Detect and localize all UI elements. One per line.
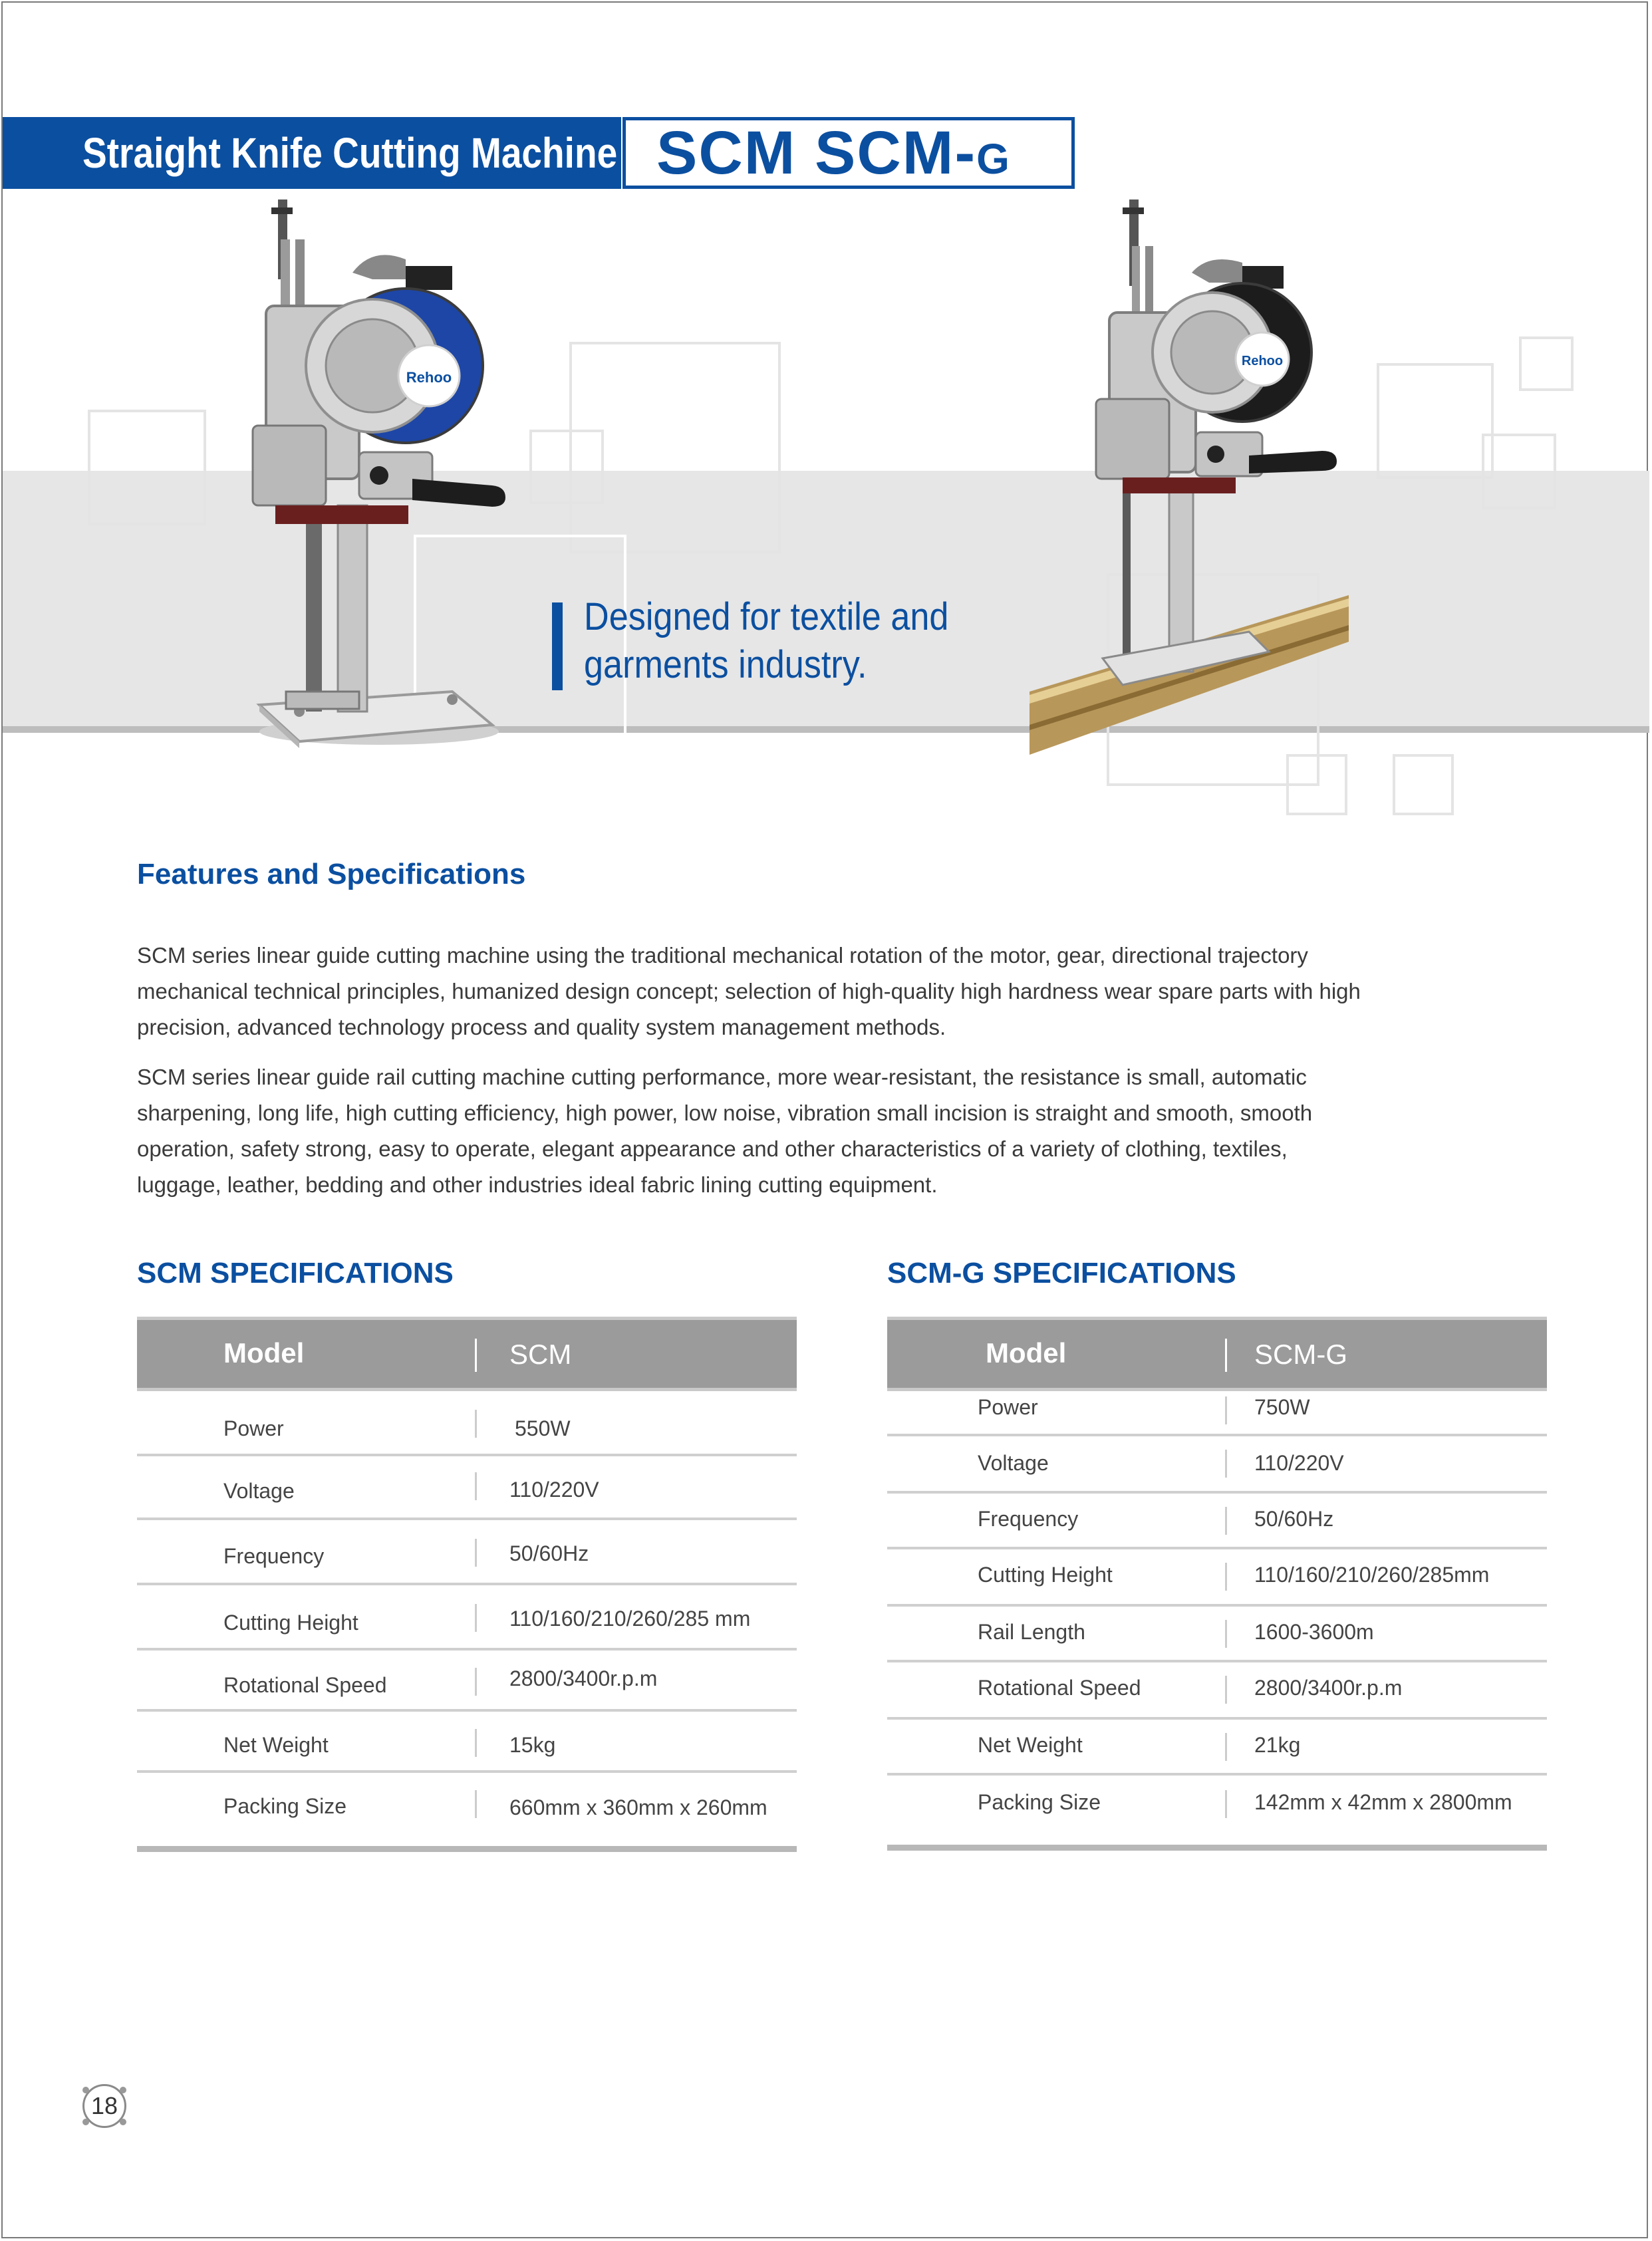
page-number-dot xyxy=(120,2119,126,2125)
scm-spec-table xyxy=(137,1317,797,1857)
row-separator xyxy=(1225,1620,1227,1648)
scm-spec-title: SCM SPECIFICATIONS xyxy=(137,1257,454,1289)
row-value: 50/60Hz xyxy=(1254,1507,1334,1531)
table-row xyxy=(887,1662,1547,1720)
scm-logo-text: Rehoo xyxy=(406,369,452,386)
model-heading-suffix: G xyxy=(976,135,1011,183)
row-separator xyxy=(1225,1396,1227,1424)
table-row xyxy=(887,1436,1547,1494)
row-value: 21kg xyxy=(1254,1733,1301,1757)
model-box xyxy=(622,117,1075,189)
table-row xyxy=(887,1607,1547,1662)
row-separator xyxy=(1225,1676,1227,1704)
row-label: Frequency xyxy=(978,1507,1079,1531)
row-value: 110/220V xyxy=(1254,1451,1344,1475)
row-separator xyxy=(475,1604,477,1632)
header-value: SCM xyxy=(509,1339,572,1370)
table-row xyxy=(137,1650,797,1712)
row-separator xyxy=(475,1790,477,1818)
tagline-line-2: garments industry. xyxy=(584,643,867,686)
row-value: 550W xyxy=(515,1416,571,1440)
page-number-dot xyxy=(120,2087,126,2093)
header-label: Model xyxy=(986,1337,1067,1369)
table-footer-rule xyxy=(887,1845,1547,1851)
deco-square xyxy=(529,430,604,504)
row-separator xyxy=(475,1410,477,1438)
page-number: 18 xyxy=(82,2084,126,2128)
scmg-spec-title: SCM-G SPECIFICATIONS xyxy=(887,1257,1236,1289)
row-value: 50/60Hz xyxy=(509,1541,589,1565)
row-separator xyxy=(475,1539,477,1567)
deco-square xyxy=(1286,754,1347,815)
row-label: Power xyxy=(223,1416,284,1440)
deco-square xyxy=(1519,336,1574,391)
row-label: Net Weight xyxy=(223,1733,329,1757)
table-row xyxy=(887,1720,1547,1776)
row-label: Power xyxy=(978,1395,1038,1419)
header-separator xyxy=(475,1339,477,1372)
features-paragraph-2: SCM series linear guide rail cutting machine cutting performance, more wear-resistant, the resistance is small, automatic sharpening, long life, high cutting efficiency, high power, low noise, vibration small incision is straight and smooth, smooth operation, safety strong, easy to operate, elegant appearance and other characteristics of a variety of clothing, textiles, luggage, leather, bedding and other industries ideal fabric lining cutting equipment. xyxy=(137,1065,1313,1197)
row-label: Frequency xyxy=(223,1544,325,1568)
scmg-spec-table xyxy=(887,1317,1547,1857)
tagline-bar xyxy=(552,602,563,690)
table-row xyxy=(137,1585,797,1650)
row-separator xyxy=(1225,1563,1227,1591)
row-value: 110/220V xyxy=(509,1478,599,1502)
row-separator xyxy=(475,1668,477,1696)
row-value: 142mm x 42mm x 2800mm xyxy=(1254,1790,1512,1814)
row-label: Rail Length xyxy=(978,1620,1085,1644)
header-value: SCM-G xyxy=(1254,1339,1347,1370)
table-row xyxy=(137,1392,797,1456)
row-separator xyxy=(1225,1790,1227,1818)
table-header xyxy=(887,1317,1547,1391)
row-value: 2800/3400r.p.m xyxy=(509,1666,658,1690)
deco-square xyxy=(1393,754,1454,815)
row-value: 660mm x 360mm x 260mm xyxy=(509,1795,767,1819)
table-row xyxy=(137,1712,797,1773)
table-row xyxy=(887,1549,1547,1607)
table-row xyxy=(887,1494,1547,1549)
features-title: Features and Specifications xyxy=(137,858,526,890)
model-heading xyxy=(656,120,1011,186)
row-label: Cutting Height xyxy=(223,1611,358,1635)
row-value: 750W xyxy=(1254,1395,1310,1419)
table-row xyxy=(137,1773,797,1837)
row-value: 110/160/210/260/285mm xyxy=(1254,1563,1490,1587)
row-separator xyxy=(475,1472,477,1500)
row-label: Packing Size xyxy=(223,1794,346,1818)
deco-square xyxy=(1377,363,1494,479)
scmg-logo-text: Rehoo xyxy=(1241,354,1284,368)
row-separator xyxy=(1225,1507,1227,1535)
table-row xyxy=(887,1776,1547,1835)
row-value: 2800/3400r.p.m xyxy=(1254,1676,1403,1700)
row-label: Packing Size xyxy=(978,1790,1101,1814)
row-label: Rotational Speed xyxy=(978,1676,1141,1700)
row-separator xyxy=(1225,1450,1227,1478)
tagline xyxy=(584,593,948,689)
tagline-line-1: Designed for textile and xyxy=(584,595,949,638)
header-separator xyxy=(1225,1339,1227,1372)
scm-machine-image xyxy=(239,199,519,751)
table-header xyxy=(137,1317,797,1391)
row-label: Cutting Height xyxy=(978,1563,1113,1587)
page-number-dot xyxy=(82,2119,89,2125)
page-number-dot xyxy=(82,2087,89,2093)
table-row xyxy=(137,1456,797,1520)
row-label: Rotational Speed xyxy=(223,1673,387,1697)
features-paragraph-1: SCM series linear guide cutting machine using the traditional mechanical rotation of the motor, gear, directional trajectory mechanical technical principles, humanized design concept; selection of high-quality high hardness wear spare parts with high precision, advanced technology process and quality system management methods. xyxy=(137,943,1361,1039)
table-row xyxy=(137,1520,797,1585)
row-label: Voltage xyxy=(978,1451,1049,1475)
table-row xyxy=(887,1392,1547,1436)
model-heading-main: SCM SCM- xyxy=(656,119,977,187)
page-title: Straight Knife Cutting Machine xyxy=(82,129,618,177)
table-footer-rule xyxy=(137,1846,797,1852)
row-separator xyxy=(475,1729,477,1757)
deco-square xyxy=(88,410,206,525)
row-value: 110/160/210/260/285 mm xyxy=(509,1607,751,1631)
row-label: Voltage xyxy=(223,1479,295,1503)
row-value: 15kg xyxy=(509,1733,556,1757)
deco-square xyxy=(1482,434,1556,509)
row-separator xyxy=(1225,1733,1227,1761)
header-label: Model xyxy=(223,1337,305,1369)
row-value: 1600-3600m xyxy=(1254,1620,1374,1644)
scmg-machine-image xyxy=(1030,199,1362,758)
row-label: Net Weight xyxy=(978,1733,1083,1757)
